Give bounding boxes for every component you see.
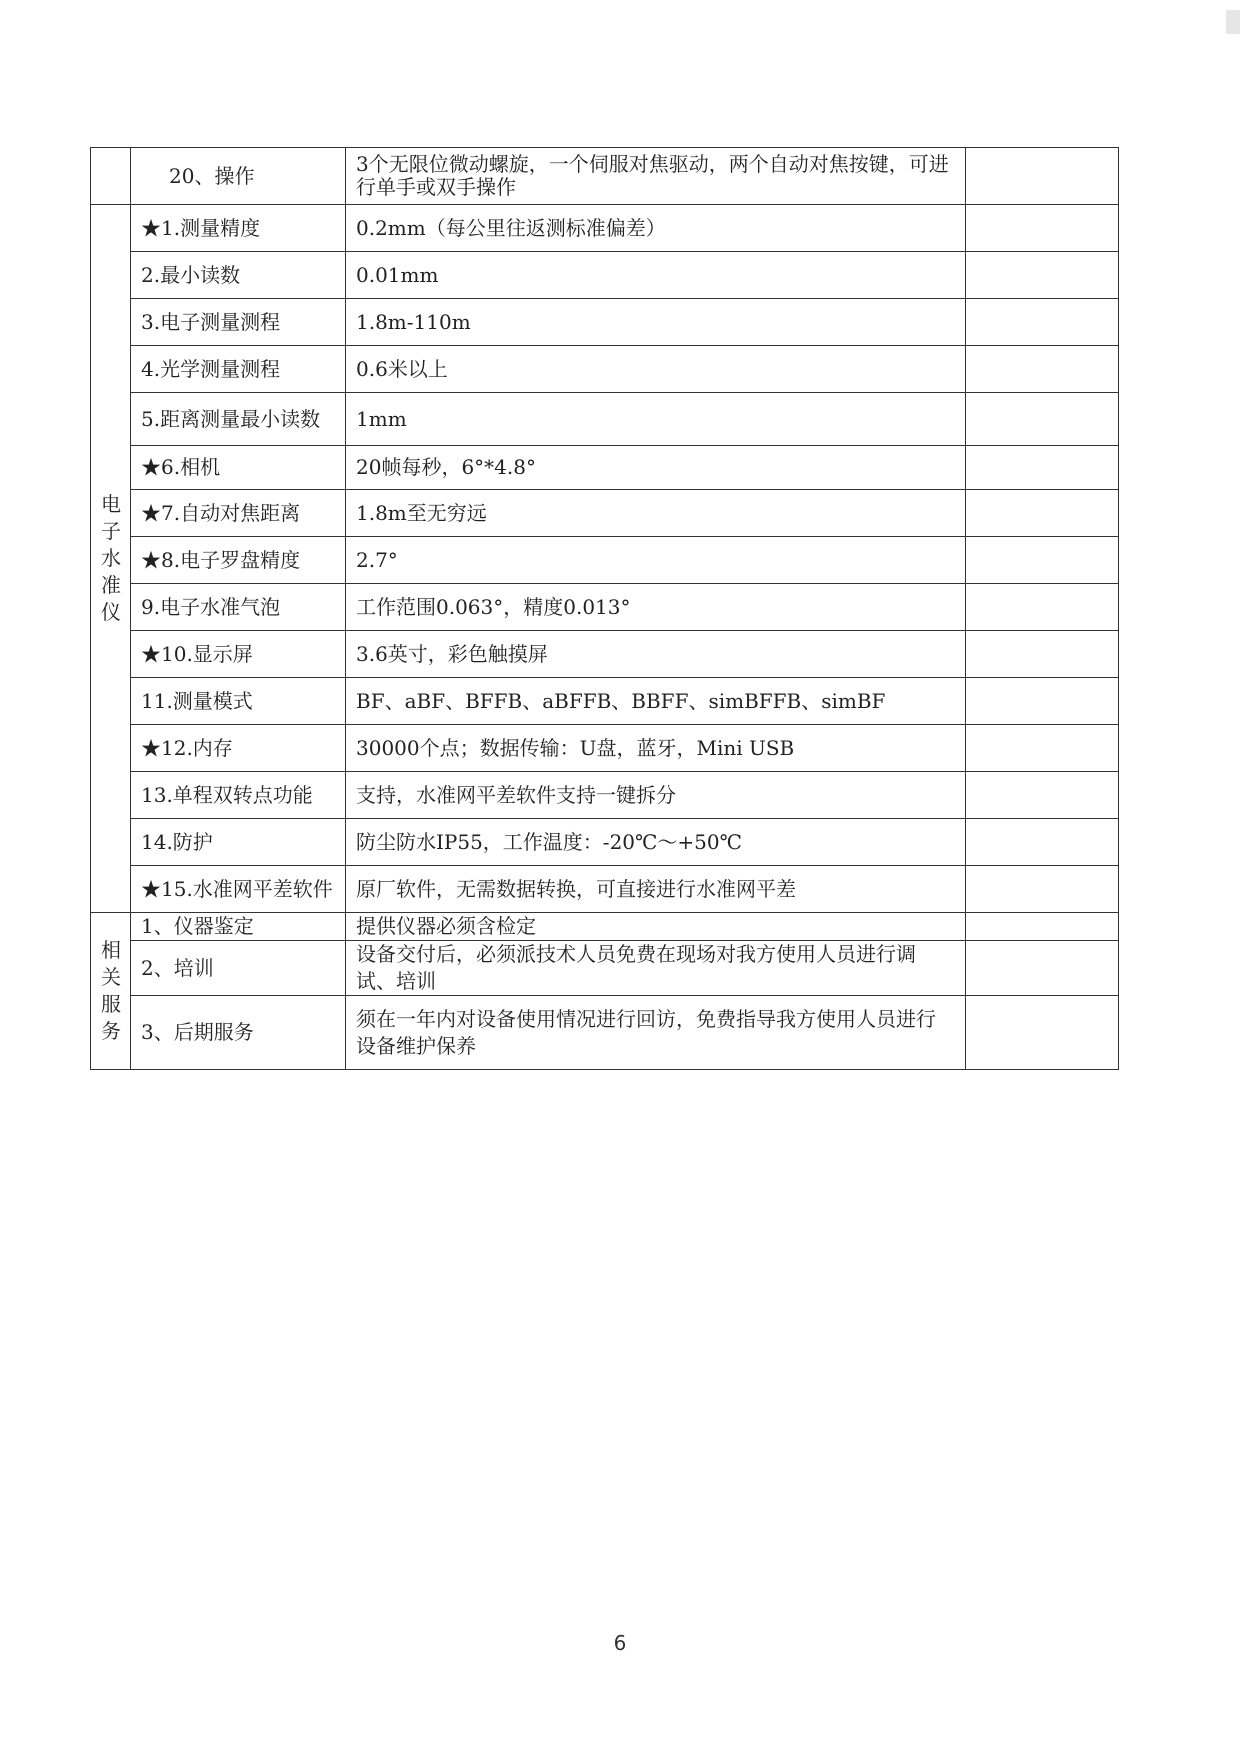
spec-table [90,147,1119,1070]
table-row [91,148,1119,205]
spec-value-cell: 设备交付后，必须派技术人员免费在现场对我方使用人员进行调试、培训 [346,941,966,996]
category-cell: 相 关 服 务 [91,913,131,1070]
item-name-cell: 14.防护 [131,819,346,866]
table-row [91,446,1119,490]
table-row [91,205,1119,252]
remark-cell [966,205,1119,252]
page-number: 6 [613,1631,627,1655]
item-name-cell: 9.电子水准气泡 [131,584,346,631]
table-row [91,725,1119,772]
item-name-cell: ★1.测量精度 [131,205,346,252]
spec-value-cell: 提供仪器必须含检定 [346,913,966,941]
item-name-cell: ★10.显示屏 [131,631,346,678]
item-name-cell: ★15.水准网平差软件 [131,866,346,913]
item-name-cell: ★6.相机 [131,446,346,490]
spec-value-cell: 3.6英寸，彩色触摸屏 [346,631,966,678]
table-row [91,393,1119,446]
spec-table-body [91,148,1119,1070]
spec-value-cell: 工作范围0.063°，精度0.013° [346,584,966,631]
category-cell: 电 子 水 准 仪 [91,205,131,913]
remark-cell [966,772,1119,819]
table-row [91,631,1119,678]
remark-cell [966,252,1119,299]
remark-cell [966,819,1119,866]
spec-value-cell: 2.7° [346,537,966,584]
category-cell [91,148,131,205]
item-name-cell: ★8.电子罗盘精度 [131,537,346,584]
spec-table-container [90,147,1118,1070]
table-row [91,996,1119,1070]
table-row [91,819,1119,866]
remark-cell [966,996,1119,1070]
table-row [91,941,1119,996]
spec-value-cell: 支持，水准网平差软件支持一键拆分 [346,772,966,819]
item-name-cell: ★12.内存 [131,725,346,772]
spec-value-cell: 0.6米以上 [346,346,966,393]
spec-value-cell: BF、aBF、BFFB、aBFFB、BBFF、simBFFB、simBF [346,678,966,725]
spec-value-cell: 20帧每秒，6°*4.8° [346,446,966,490]
item-name-cell: ★7.自动对焦距离 [131,490,346,537]
item-name-cell: 3.电子测量测程 [131,299,346,346]
remark-cell [966,941,1119,996]
table-row [91,584,1119,631]
spec-value-cell: 须在一年内对设备使用情况进行回访，免费指导我方使用人员进行设备维护保养 [346,996,966,1070]
table-row [91,490,1119,537]
item-name-cell: 11.测量模式 [131,678,346,725]
remark-cell [966,393,1119,446]
remark-cell [966,537,1119,584]
spec-value-cell: 30000个点；数据传输：U盘，蓝牙，Mini USB [346,725,966,772]
remark-cell [966,446,1119,490]
remark-cell [966,678,1119,725]
item-name-cell: 5.距离测量最小读数 [131,393,346,446]
spec-value-cell: 3个无限位微动螺旋，一个伺服对焦驱动，两个自动对焦按键，可进行单手或双手操作 [346,148,966,205]
spec-value-cell: 0.2mm（每公里往返测标准偏差） [346,205,966,252]
table-row [91,346,1119,393]
item-name-cell: 3、后期服务 [131,996,346,1070]
remark-cell [966,584,1119,631]
remark-cell [966,148,1119,205]
item-name-cell: 13.单程双转点功能 [131,772,346,819]
spec-value-cell: 1mm [346,393,966,446]
spec-value-cell: 0.01mm [346,252,966,299]
remark-cell [966,725,1119,772]
item-name-cell: 4.光学测量测程 [131,346,346,393]
table-row [91,299,1119,346]
item-name-cell: 2、培训 [131,941,346,996]
table-row [91,678,1119,725]
table-row [91,537,1119,584]
spec-value-cell: 防尘防水IP55，工作温度：-20℃～+50℃ [346,819,966,866]
item-name-cell: 1、仪器鉴定 [131,913,346,941]
remark-cell [966,490,1119,537]
scan-edge-mark [1226,10,1240,34]
remark-cell [966,913,1119,941]
table-row [91,866,1119,913]
spec-value-cell: 1.8m至无穷远 [346,490,966,537]
remark-cell [966,866,1119,913]
spec-value-cell: 1.8m-110m [346,299,966,346]
table-row [91,252,1119,299]
remark-cell [966,346,1119,393]
item-name-cell: 20、操作 [131,148,346,205]
item-name-cell: 2.最小读数 [131,252,346,299]
spec-value-cell: 原厂软件，无需数据转换，可直接进行水准网平差 [346,866,966,913]
remark-cell [966,299,1119,346]
remark-cell [966,631,1119,678]
table-row [91,913,1119,941]
table-row [91,772,1119,819]
